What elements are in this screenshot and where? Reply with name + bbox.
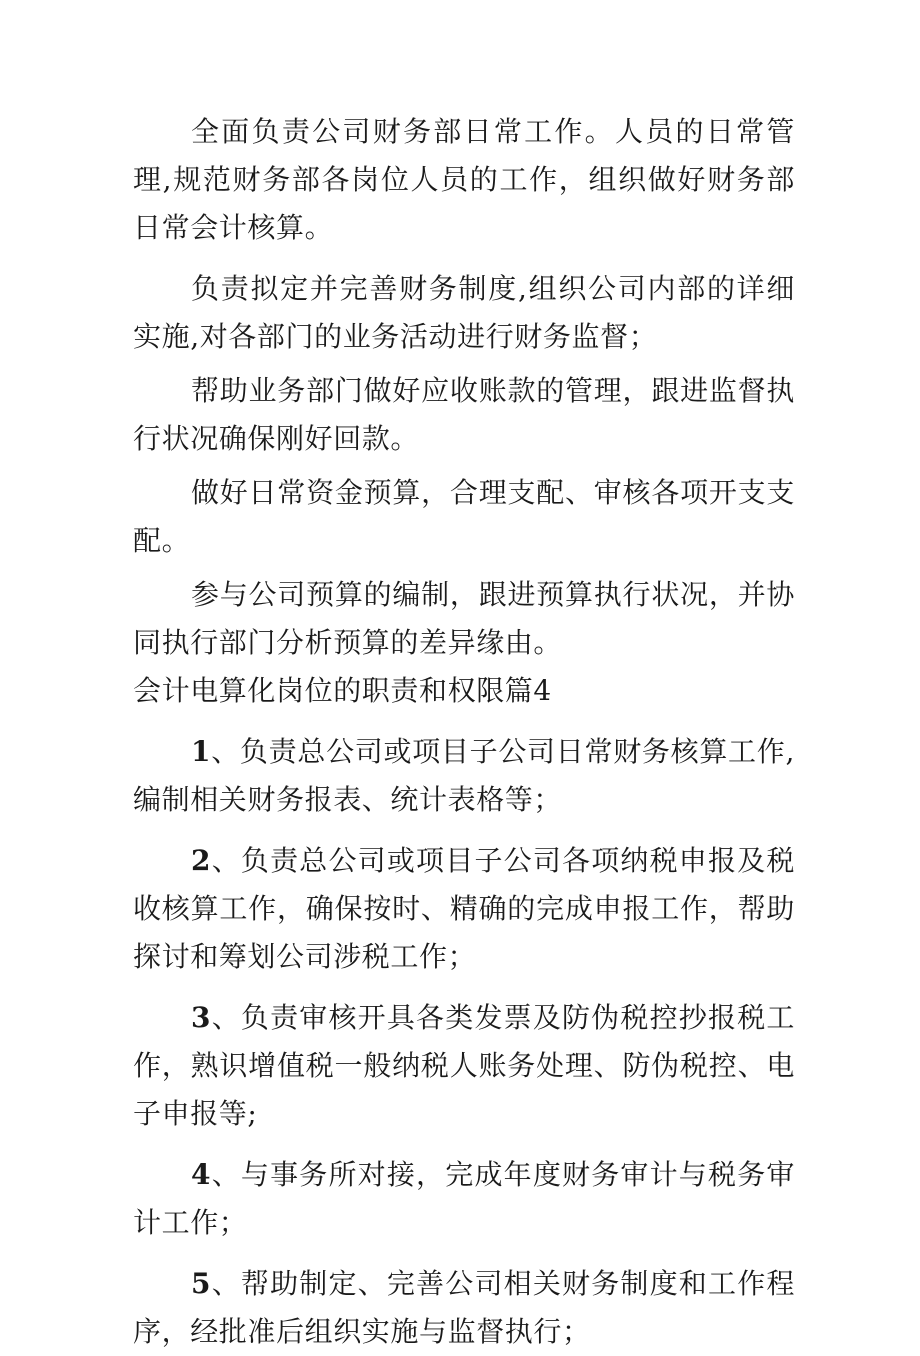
item-number: 1 — [191, 735, 212, 768]
item-separator: 、 — [211, 1158, 241, 1191]
numbered-item-2 — [133, 837, 795, 981]
paragraph-intro-5: 参与公司预算的编制，跟进预算执行状况，并协同执行部门分析预算的差异缘由。 — [133, 578, 795, 659]
item-number: 5 — [191, 1267, 212, 1300]
item-text: 与事务所对接，完成年度财务审计与税务审计工作； — [133, 1158, 795, 1239]
item-separator: 、 — [211, 735, 240, 768]
numbered-item-4 — [133, 1151, 795, 1247]
item-separator: 、 — [211, 1001, 241, 1034]
section-heading: 会计电算化岗位的职责和权限篇4 — [133, 674, 552, 707]
item-number: 4 — [191, 1158, 212, 1191]
item-text: 负责总公司或项目子公司日常财务核算工作,编制相关财务报表、统计表格等； — [133, 735, 795, 816]
numbered-item-5 — [133, 1260, 795, 1356]
document-body — [133, 108, 795, 1356]
item-text: 帮助制定、完善公司相关财务制度和工作程序，经批准后组织实施与监督执行； — [133, 1267, 795, 1348]
paragraph-intro-2: 负责拟定并完善财务制度,组织公司内部的详细实施,对各部门的业务活动进行财务监督； — [133, 272, 795, 353]
item-number: 3 — [191, 1001, 212, 1034]
paragraph-intro-3: 帮助业务部门做好应收账款的管理，跟进监督执行状况确保刚好回款。 — [133, 374, 795, 455]
numbered-item-3 — [133, 994, 795, 1138]
paragraph-intro-1: 全面负责公司财务部日常工作。人员的日常管理,规范财务部各岗位人员的工作，组织做好财务部日常会计核算。 — [133, 115, 795, 244]
item-text: 负责审核开具各类发票及防伪税控抄报税工作，熟识增值税一般纳税人账务处理、防伪税控、电子申报等; — [133, 1001, 795, 1130]
item-text: 负责总公司或项目子公司各项纳税申报及税收核算工作，确保按时、精确的完成申报工作，帮助探讨和筹划公司涉税工作； — [133, 844, 795, 973]
item-number: 2 — [191, 844, 212, 877]
numbered-item-1 — [133, 728, 795, 824]
paragraph-intro-4: 做好日常资金预算，合理支配、审核各项开支支配。 — [133, 476, 795, 557]
item-separator: 、 — [211, 844, 241, 877]
item-separator: 、 — [211, 1267, 241, 1300]
